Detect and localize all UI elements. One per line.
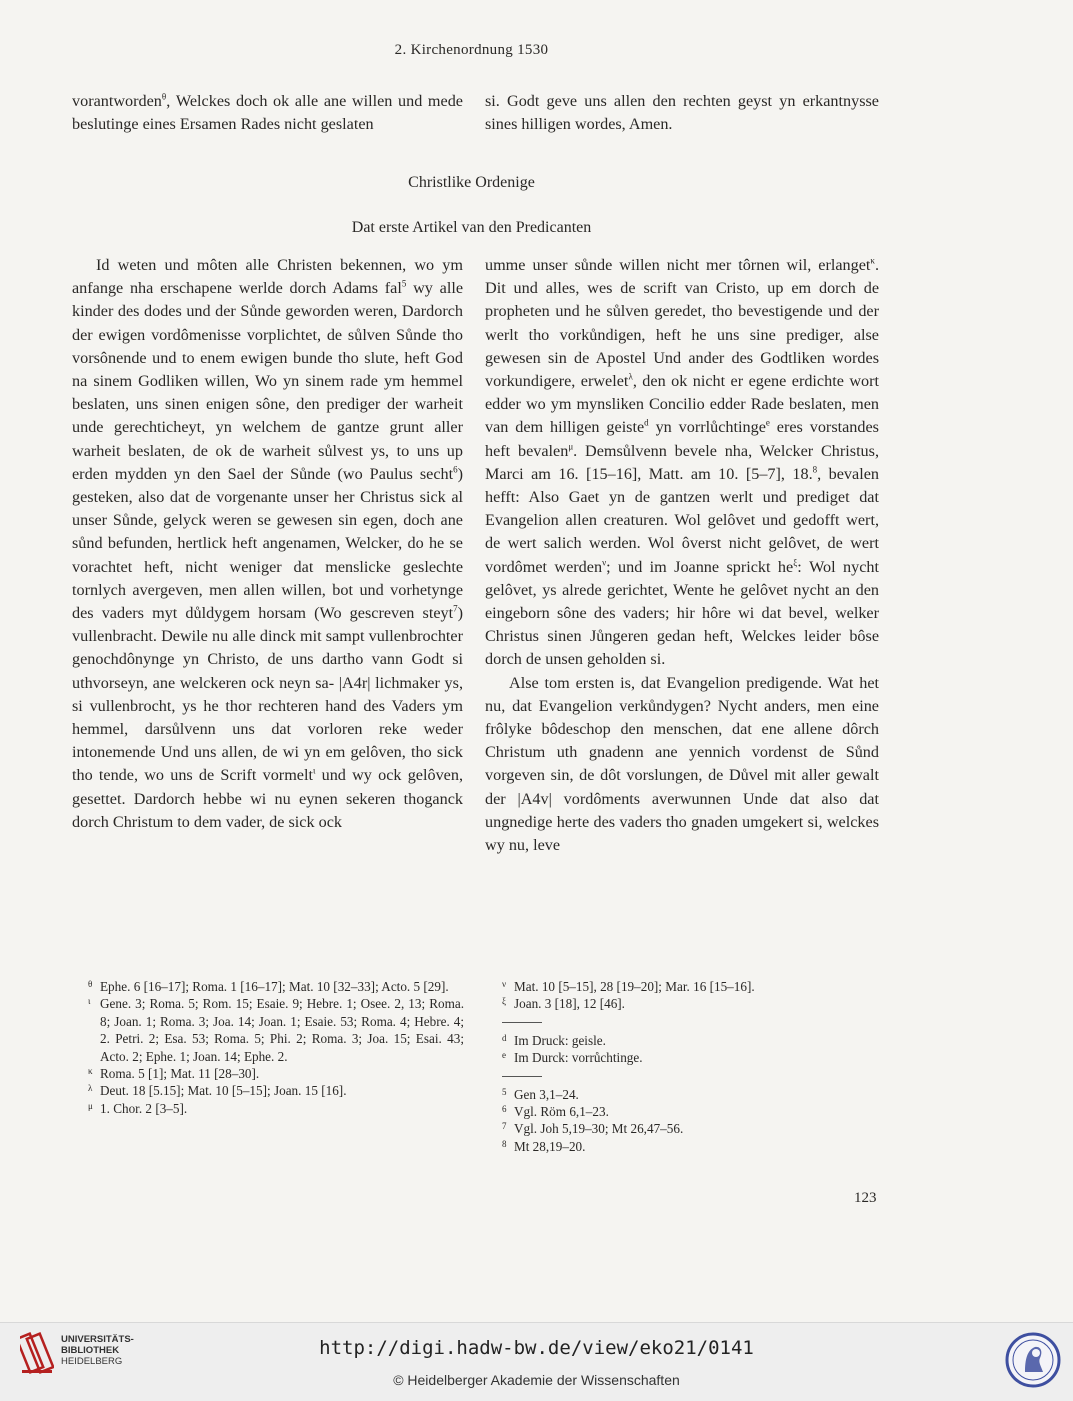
viewer-footer [0, 1322, 1073, 1401]
footnote [502, 1103, 880, 1120]
article-heading: Dat erste Artikel van den Predicanten [351, 219, 592, 236]
footnote-mark: μ [88, 1100, 93, 1111]
footnote [88, 995, 464, 1065]
paragraph: Id weten und môten alle Christen bekennen, wo ym anfange nha erschapene werlde dorch Adams fal$^5$ wy alle kinder des dodes und der Sůnde geworden weren, Dardorch der ewigen vordômenisse vorplichtet, de sůlven Sůnde tho vorsônende und to enem ewigen bunde tho slute, heft God na sinem Godliken willen, Wo yn sinem rade ym hemmel beslaten, uns sinen enigen sône, den prediger der warheit unde gerechticheyt, yn welchem de gantze grunt aller warheit beslaten, de ok de warheit sůlvest ys, to uns up erden mydden yn den Sael der Sůnde (wo Paulus secht$^6$) gesteken, also dat de vorgenante unser her Christus sick al unser Sůnde, gelyck weren se gewesen sin egen, doch ane sůnd befunden, hertlick heft angenamen, Welcker, do he se vorachtet heft, nicht weniger dat menslicke geslechte tornlych avergeven, men allen willen, bot und vorhetynge des vaders myt důldygem horsam (Wo gescreven steyt$^7$) vullenbracht. Dewile nu alle dinck mit sampt vullenbrochter genochdônynge yn Christo, de uns dartho vann Godt si uthvorseyn, ane welckeren ock neyn sa- |A4r| lichmaker ys, si vullenbrocht, ys he thor rechteren hand des Vaders ym hemmel, darsůlvenn uns dat vorloren reke weder intonemende Und uns allen, de wi yn em gelôven, tho sick tho tende, wo uns de Scrift vormelt$^\iota$ und wy ock gelôven, gesettet. Dardorch hebbe wi nu eynen sekeren thoganck dorch Christum to dem vader, de sick ock [72, 256, 463, 831]
page-number: 123 [854, 1190, 877, 1206]
footnote-text: Vgl. Röm 6,1–23. [514, 1104, 609, 1120]
footnote-mark: 6 [502, 1104, 507, 1115]
footnote [502, 1086, 880, 1103]
footnote-mark: 5 [502, 1086, 507, 1097]
footnote-mark: 8 [502, 1138, 507, 1149]
footnotes-left [88, 978, 464, 1117]
footnotes-right [502, 978, 880, 1155]
footnote-mark: e [502, 1050, 506, 1061]
footnote-mark: d [502, 1032, 507, 1043]
footnote-mark: κ [88, 1066, 93, 1077]
footnote-rule [502, 1076, 542, 1077]
footnote-text: Deut. 18 [5.15]; Mat. 10 [5–15]; Joan. 15 [16]. [100, 1083, 347, 1099]
footnote [502, 978, 880, 995]
paragraph: si. Godt geve uns allen den rechten geyst yn erkantnysse sines hilligen wordes, Amen. [485, 92, 879, 134]
logo-text: UNIVERSITÄTS- BIBLIOTHEK HEIDELBERG [61, 1334, 134, 1367]
footnote-text: Im Durck: vorrůchtinge. [514, 1050, 643, 1066]
top-right-paragraph [485, 90, 879, 136]
footnote-text: Gen 3,1–24. [514, 1086, 579, 1102]
footnote-text: Mt 28,19–20. [514, 1138, 586, 1154]
footnote [88, 1082, 464, 1099]
footnote-mark: 7 [502, 1121, 507, 1132]
footnote-text: Roma. 5 [1]; Mat. 11 [28–30]. [100, 1066, 260, 1082]
footnote [88, 1100, 464, 1117]
section-heading: Christlike Ordenige [408, 174, 535, 191]
footnote [502, 1120, 880, 1137]
copyright-notice: © Heidelberger Akademie der Wissenschaften [393, 1372, 680, 1388]
footnote-text: Mat. 10 [5–15], 28 [19–20]; Mar. 16 [15–16]. [514, 979, 755, 994]
footnote-text: Joan. 3 [18], 12 [46]. [514, 996, 625, 1012]
footnote-text: Ephe. 6 [16–17]; Roma. 1 [16–17]; Mat. 10 [32–33]; Acto. 5 [29]. [100, 979, 449, 994]
footnote-text: Im Druck: geisle. [514, 1032, 606, 1048]
running-head: 2. Kirchenordnung 1530 [394, 42, 549, 58]
footnote-rule [502, 1022, 542, 1023]
footnote [502, 1032, 880, 1049]
academy-seal-icon[interactable] [1005, 1332, 1061, 1388]
footnote-mark: ξ [502, 996, 507, 1007]
footnote [502, 1138, 880, 1155]
footnote-text: Vgl. Joh 5,19–30; Mt 26,47–56. [514, 1121, 684, 1137]
footnote-mark: ι [88, 996, 91, 1007]
permalink-url[interactable]: http://digi.hadw-bw.de/view/eko21/0141 [319, 1337, 754, 1359]
footnote-mark: ν [502, 979, 507, 989]
footnote [88, 978, 464, 995]
left-column-text [72, 254, 463, 834]
footnote-mark: θ [88, 979, 93, 989]
top-left-paragraph [72, 90, 463, 136]
footnote [502, 995, 880, 1012]
footnote-mark: λ [88, 1083, 93, 1094]
right-column-text [485, 254, 879, 857]
paragraph: umme unser sůnde willen nicht mer tôrnen wil, erlanget$^\kappa$. Dit und alles, wes de scrift van Cristo, up em dorch de propheten und he sůlven geredet, tho bevestigende und der werlt tho vorkůndigen, heft he uns sine prediger, alse gewesen sin de Apostel Und ander des Godtliken wordes vorkundigere, erwelet$^\lambda$, den ok nicht er egene erdichte wort edder wo ym mynsliken Concilio edder Rade beslaten, men van dem hilligen geiste$^d$ yn vorrlůchtinge$^e$ eres vorstandes heft bevalen$^\mu$. Demsůlvenn bevele nha, Welcker Christus, Marci am 16. [15–16], Matt. am 10. [5–7], 18.$^8$, bevalen hefft: Also Gaet yn de gantzen werlt und prediget dat Evangelion allen creaturen. Wol gelôvet und gedofft wert, de wert salich werden. Wol ôverst nicht gelôvet, de wert vordômet werden$^\nu$; und im Joanne sprickt $he^\xi$: Wol nycht gelôvet, ys alrede gerichtet, Wente he gelôvet nycht an den eingeborn sône des vaders; hir hôre wi dat bevel, welker Christus sinen Jůngeren gedan heft, Welckes leider bôse dorch de unsen geholden si. [485, 255, 880, 669]
footnote-text: Gene. 3; Roma. 5; Rom. 15; Esaie. 9; Hebre. 1; Osee. 2, 13; Roma. 8; Joan. 1; Roma. 3; Joa. 14; Joan. 1; Esaie. 53; Roma. 4; Hebre. 4; 2. Petri. 2; Esa. 53; Roma. 5; Phi. 2; Roma. 3; Joa. 15; Esai. 43; Acto. 2; Ephe. 1; Joan. 14; Ephe. 2. [100, 996, 464, 1064]
paragraph: vorantworden$^\theta$, Welckes doch ok alle ane willen und mede beslutinge eines Ersamen Rades nicht geslaten [72, 91, 463, 134]
footnote [88, 1065, 464, 1082]
paragraph: Alse tom ersten is, dat Evangelion predigende. Wat het nu, dat Evangelion verkůndygen? Nycht anders, men eine frôlyke bôdeschop den menschen, dat ene allene dôrch Christum uth gnadenn ane yennich vordenst de Sůnd vorgeven sin, de dôt vorslungen, de Důvel mit aller gewalt der |A4v| vordôments averwunnen Unde dat also dat ungnedige herte des vaders tho gnaden umgekert si, welckes wy nu, leve [485, 673, 879, 855]
footnote [502, 1049, 880, 1066]
footnote-text: 1. Chor. 2 [3–5]. [100, 1100, 188, 1116]
